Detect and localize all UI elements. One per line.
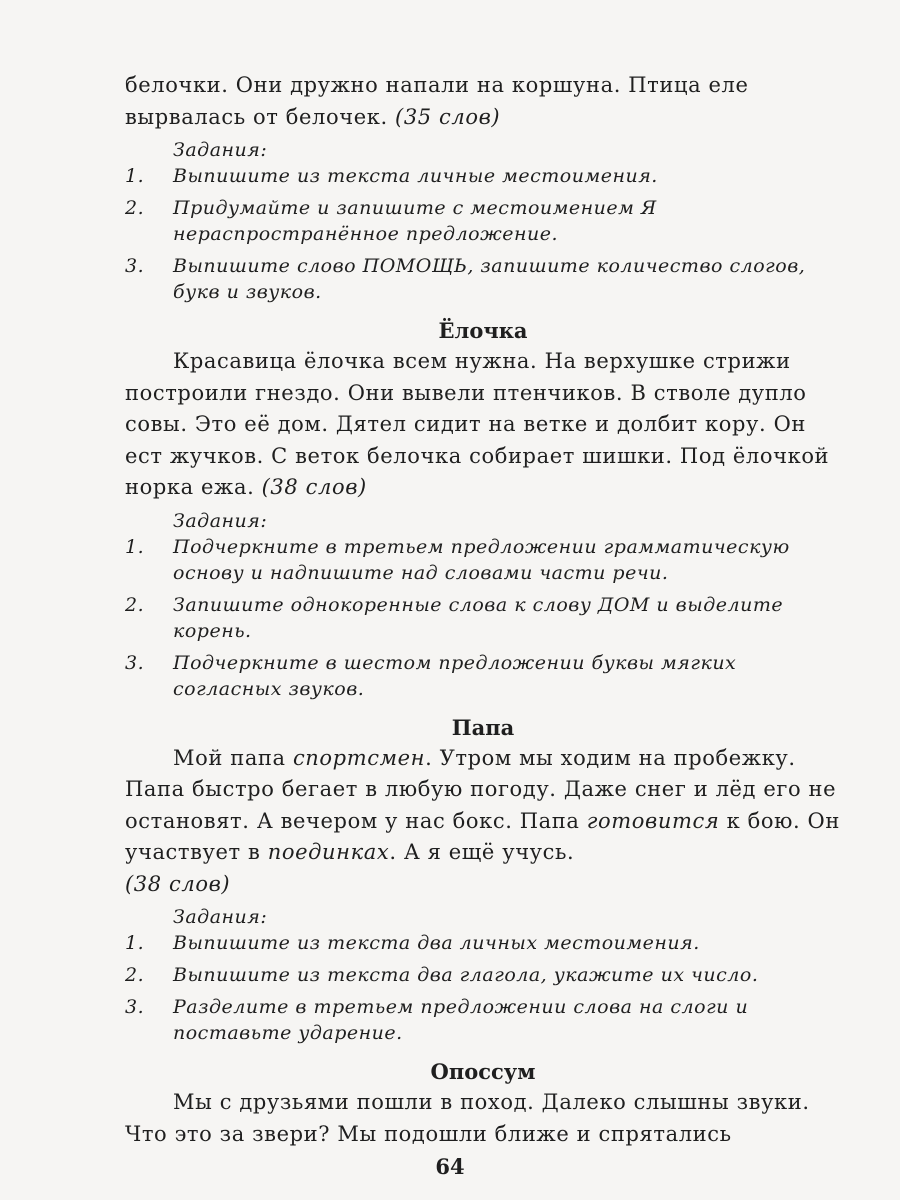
task-item (125, 195, 841, 247)
task-text: Запишите однокоренные слова к слову ДОМ и выделите корень. (173, 593, 784, 642)
page-number: 64 (435, 1154, 465, 1179)
italic-word: поединках (267, 840, 390, 864)
word-count: (38 слов) (261, 475, 367, 499)
papa-text: Мой папа (173, 745, 286, 770)
task-list (125, 163, 841, 305)
task-text: Подчеркните в третьем предложении грамматическую основу и надпишите над словами части речи. (173, 535, 790, 584)
task-text: Разделите в третьем предложении слова на слоги и поставьте ударение. (173, 996, 749, 1044)
task-item (125, 994, 841, 1046)
task-number: 2. (125, 964, 145, 986)
task-text: Выпишите слово ПОМОЩЬ, запишите количество слогов, букв и звуков. (173, 255, 806, 303)
word-count: (35 слов) (395, 104, 501, 129)
task-number: 2. (125, 197, 145, 219)
tasks-heading: Задания: (173, 906, 268, 928)
intro-text: белочки. Они дружно напали на коршуна. Птица еле вырвалась от белочек. (125, 73, 749, 129)
task-item (125, 930, 841, 956)
papa-count-line (125, 869, 841, 901)
task-number: 3. (125, 255, 145, 277)
task-item (125, 163, 841, 189)
papa-text: . А я ещё учусь. (389, 840, 575, 864)
papa-text: . Утром мы ходим на пробежку. Папа быстро бегает в любую погоду. Даже снег и лёд его не остановят. А вечером у нас бокс. Папа (125, 745, 837, 833)
page-content (125, 70, 841, 1150)
task-number: 1. (125, 932, 145, 954)
word-count: (38 слов) (125, 871, 231, 896)
task-number: 2. (125, 593, 145, 616)
italic-word: готовится (586, 808, 720, 833)
task-item (125, 962, 841, 988)
tasks-heading: Задания: (173, 139, 268, 161)
papa-paragraph (125, 743, 841, 869)
intro-paragraph (125, 70, 841, 133)
yolochka-paragraph (125, 346, 841, 504)
opossum-paragraph: Мы с друзьями пошли в поход. Далеко слышны звуки. Что это за звери? Мы подошли ближе и спрятались (125, 1090, 810, 1146)
task-number: 1. (125, 535, 145, 558)
task-list (125, 534, 841, 702)
italic-word: спортсмен (292, 745, 426, 770)
task-text: Придумайте и запишите с местоимением Я нераспространённое предложение. (173, 197, 657, 245)
task-number: 1. (125, 165, 145, 187)
task-text: Подчеркните в шестом предложении буквы мягких согласных звуков. (173, 651, 737, 700)
task-number: 3. (125, 996, 145, 1018)
task-text: Выпишите из текста два глагола, укажите их число. (173, 964, 759, 986)
task-item (125, 592, 841, 644)
section-title-yolochka: Ёлочка (438, 318, 528, 343)
section-title-papa: Папа (451, 714, 515, 740)
yolochka-text: Красавица ёлочка всем нужна. На верхушке стрижи построили гнездо. Они вывели птенчиков. В стволе дупло совы. Это её дом. Дятел сидит на ветке и долбит кору. Он ест жучков. С веток белочка собирает шишки. Под ёлочкой норка ежа. (125, 349, 830, 499)
task-number: 3. (125, 651, 145, 674)
section-title-opossum: Опоссум (430, 1059, 536, 1084)
task-text: Выпишите из текста два личных местоимения. (173, 932, 700, 954)
task-item (125, 534, 841, 586)
tasks-heading: Задания: (173, 509, 268, 532)
papa-text: к бою. Он участвует в (125, 808, 840, 864)
task-item (125, 253, 841, 305)
task-list (125, 930, 841, 1046)
task-text: Выпишите из текста личные местоимения. (173, 165, 658, 187)
task-item (125, 650, 841, 702)
